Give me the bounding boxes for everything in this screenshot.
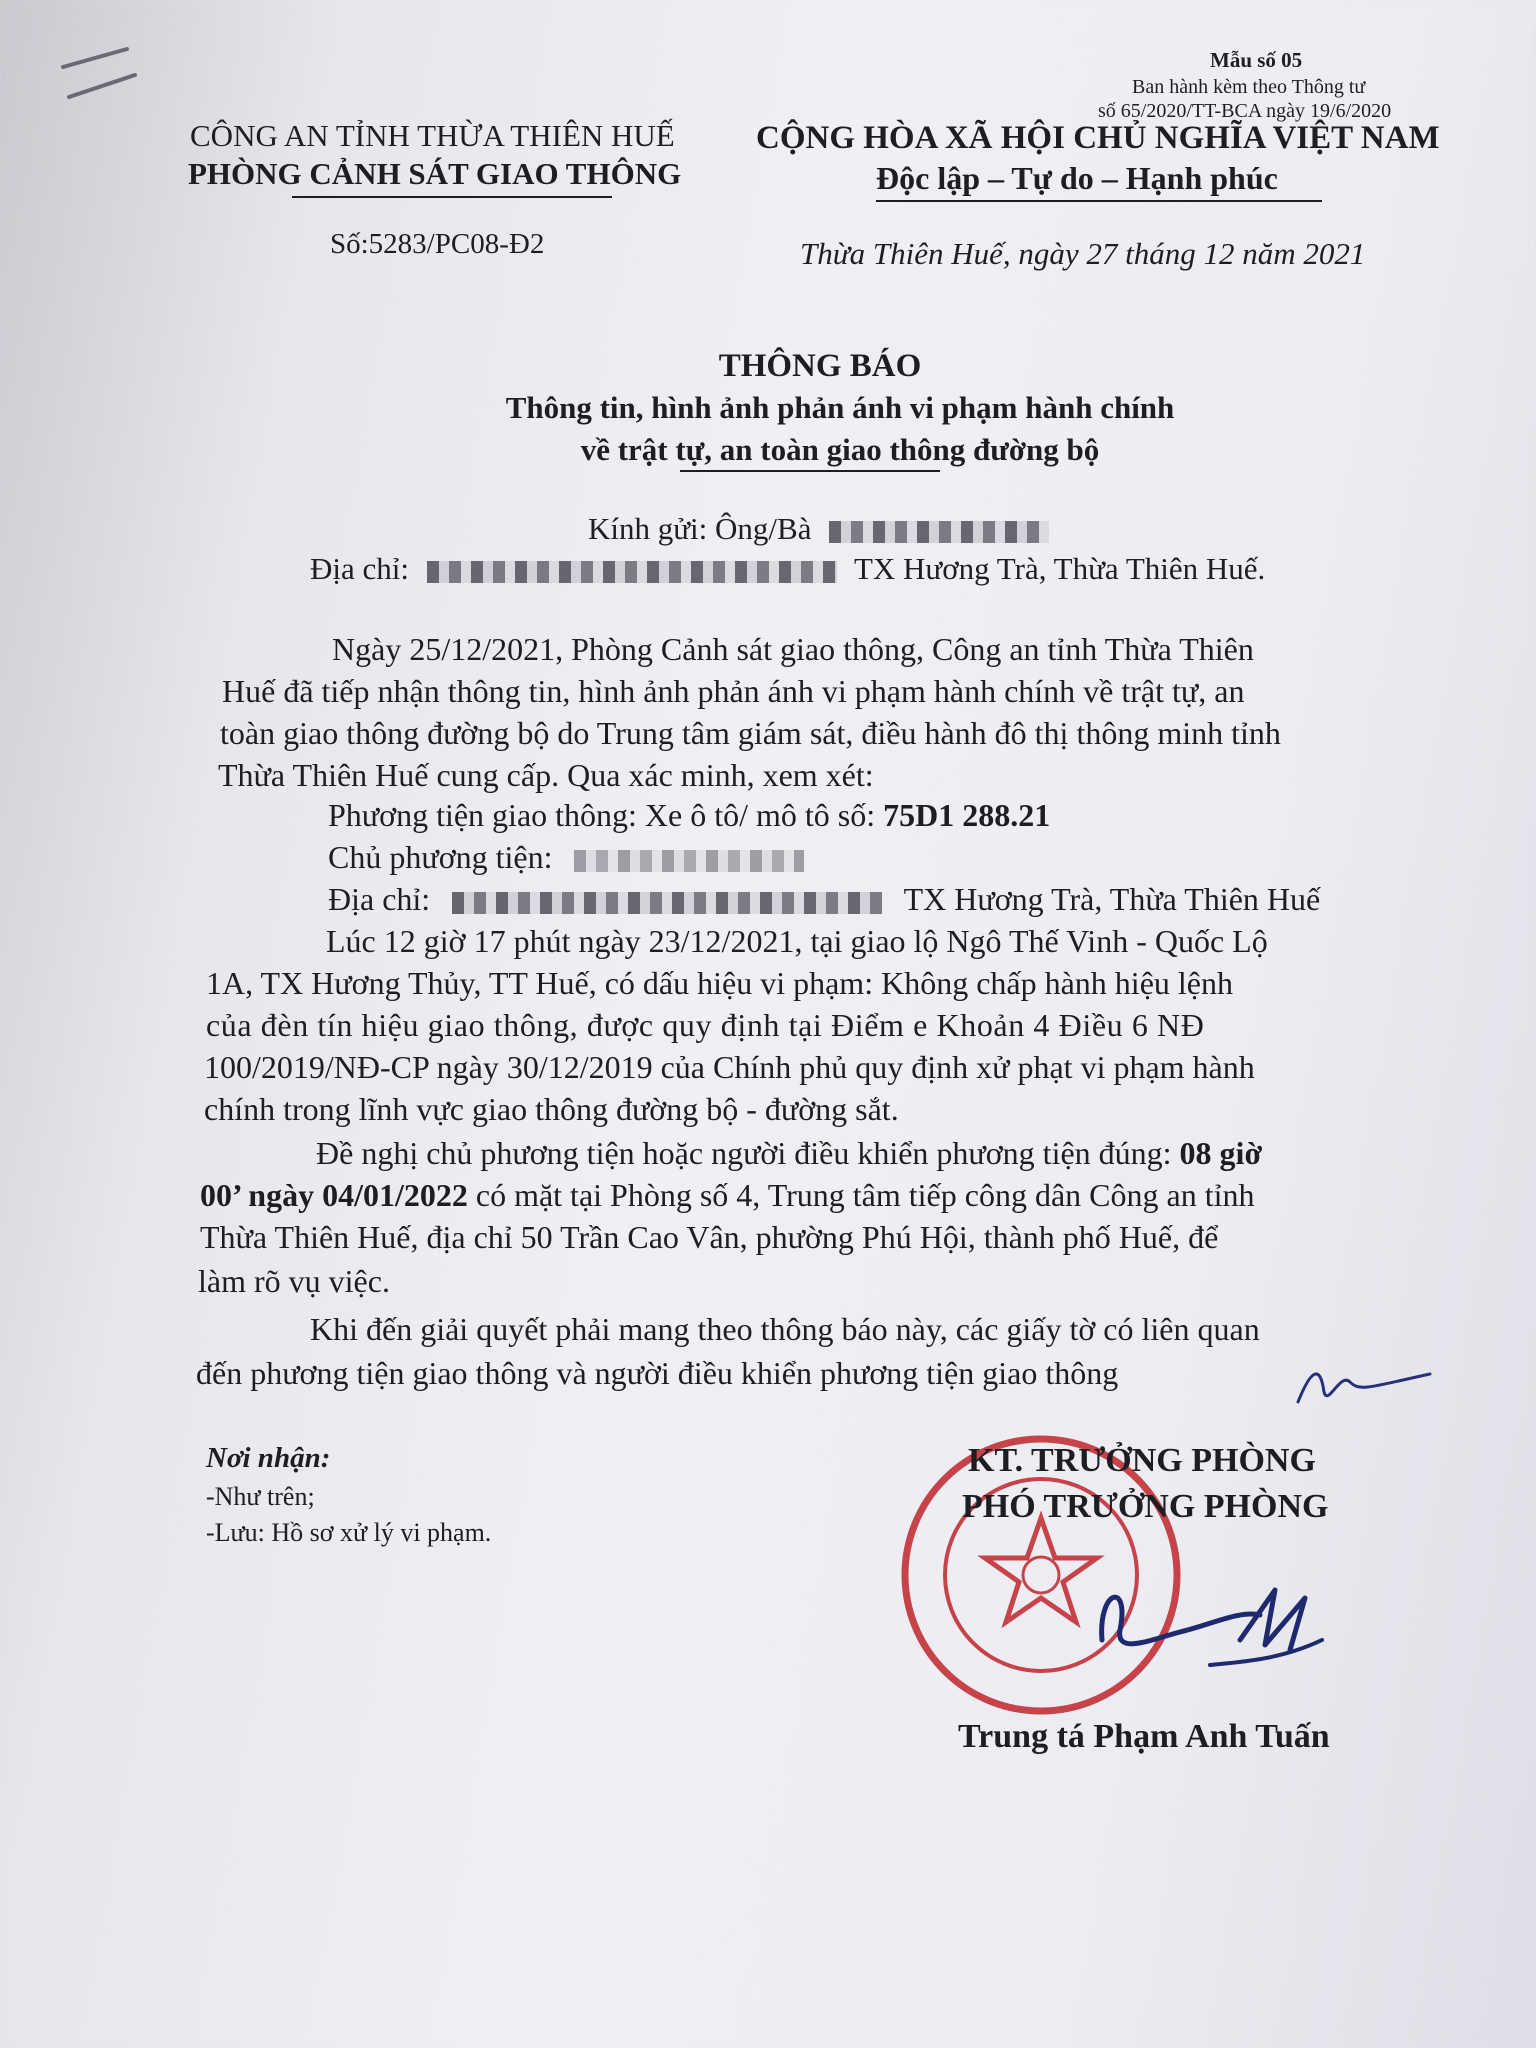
signer-name: Trung tá Phạm Anh Tuấn bbox=[958, 1718, 1330, 1755]
para3-line1-text: Đề nghị chủ phương tiện hoặc người điều khiển phương tiện đúng: bbox=[316, 1135, 1180, 1171]
para3-line3: Thừa Thiên Huế, địa chỉ 50 Trần Cao Vân, phường Phú Hội, thành phố Huế, để bbox=[200, 1219, 1219, 1255]
para1-line4: Thừa Thiên Huế cung cấp. Qua xác minh, xem xét: bbox=[218, 757, 874, 793]
para2-line1: Lúc 12 giờ 17 phút ngày 23/12/2021, tại giao lộ Ngô Thế Vinh - Quốc Lộ bbox=[326, 923, 1268, 959]
recipient-address bbox=[310, 548, 1265, 590]
signature-title-2: PHÓ TRƯỞNG PHÒNG bbox=[962, 1488, 1329, 1525]
redacted-owner-address bbox=[452, 892, 882, 914]
redacted-name bbox=[829, 521, 1049, 543]
country-name: CỘNG HÒA XÃ HỘI CHỦ NGHĨA VIỆT NAM bbox=[756, 120, 1440, 156]
para3-line4: làm rõ vụ việc. bbox=[198, 1263, 390, 1299]
form-number: Mẫu số 05 bbox=[1210, 48, 1303, 72]
form-issued-line2: số 65/2020/TT-BCA ngày 19/6/2020 bbox=[1098, 100, 1392, 122]
title-underline bbox=[680, 470, 940, 472]
vehicle-label: Phương tiện giao thông: Xe ô tô/ mô tô số: bbox=[328, 797, 884, 833]
header-underline-left bbox=[292, 196, 612, 198]
national-motto: Độc lập – Tự do – Hạnh phúc bbox=[876, 160, 1278, 196]
greeting-text: Kính gửi: Ông/Bà bbox=[588, 511, 812, 546]
form-issued-line1: Ban hành kèm theo Thông tư bbox=[1132, 76, 1366, 98]
signature-title-1: KT. TRƯỞNG PHÒNG bbox=[968, 1442, 1316, 1479]
para3-line1 bbox=[316, 1132, 1262, 1174]
para2-line2: 1A, TX Hương Thủy, TT Huế, có dấu hiệu vi phạm: Không chấp hành hiệu lệnh bbox=[206, 965, 1233, 1001]
address-tail: TX Hương Trà, Thừa Thiên Huế. bbox=[853, 551, 1266, 586]
para2-line3: của đèn tín hiệu giao thông, được quy định tại Điểm e Khoản 4 Điều 6 NĐ bbox=[206, 1007, 1205, 1043]
agency-name: CÔNG AN TỈNH THỪA THIÊN HUẾ bbox=[190, 118, 675, 153]
appointment-date: 00’ ngày 04/01/2022 bbox=[200, 1177, 468, 1213]
address-label: Địa chỉ: bbox=[310, 551, 409, 586]
pencil-marks bbox=[55, 45, 145, 105]
para4-line2: đến phương tiện giao thông và người điều khiển phương tiện giao thông bbox=[196, 1355, 1119, 1391]
owner-label: Chủ phương tiện: bbox=[328, 839, 553, 875]
notice-title: THÔNG BÁO bbox=[718, 348, 922, 384]
vehicle-line bbox=[328, 794, 1050, 836]
para2-line5: chính trong lĩnh vực giao thông đường bộ - đường sắt. bbox=[204, 1091, 899, 1127]
para4-line1: Khi đến giải quyết phải mang theo thông báo này, các giấy tờ có liên quan bbox=[310, 1311, 1260, 1347]
owner-address-line bbox=[328, 878, 1320, 920]
recipients-item-2: -Lưu: Hồ sơ xử lý vi phạm. bbox=[206, 1518, 492, 1547]
para3-line2-text: có mặt tại Phòng số 4, Trung tâm tiếp công dân Công an tỉnh bbox=[467, 1177, 1255, 1213]
owner-address-label: Địa chỉ: bbox=[328, 881, 431, 917]
place-date: Thừa Thiên Huế, ngày 27 tháng 12 năm 2021 bbox=[800, 236, 1366, 271]
recipient-greeting bbox=[588, 508, 1049, 550]
recipients-heading: Nơi nhận: bbox=[206, 1442, 331, 1474]
owner-address-tail: TX Hương Trà, Thừa Thiên Huế bbox=[903, 881, 1321, 917]
notice-subtitle-1: Thông tin, hình ảnh phản ánh vi phạm hành chính bbox=[505, 390, 1175, 425]
owner-line bbox=[328, 836, 804, 878]
document-number: Số:5283/PC08-Đ2 bbox=[330, 228, 545, 260]
notice-subtitle-2: về trật tự, an toàn giao thông đường bộ bbox=[580, 432, 1100, 467]
department-name: PHÒNG CẢNH SÁT GIAO THÔNG bbox=[188, 156, 682, 191]
para2-line4: 100/2019/NĐ-CP ngày 30/12/2019 của Chính phủ quy định xử phạt vi phạm hành bbox=[204, 1049, 1255, 1085]
handwritten-signature bbox=[1090, 1570, 1340, 1680]
header-underline-right bbox=[876, 200, 1322, 202]
para1-line3: toàn giao thông đường bộ do Trung tâm giám sát, điều hành đô thị thông minh tỉnh bbox=[220, 715, 1281, 751]
redacted-owner bbox=[574, 850, 804, 872]
redacted-address bbox=[427, 561, 837, 583]
para3-line2 bbox=[200, 1174, 1254, 1216]
initial-mark bbox=[1290, 1352, 1440, 1412]
para1-line1: Ngày 25/12/2021, Phòng Cảnh sát giao thông, Công an tỉnh Thừa Thiên bbox=[332, 631, 1254, 667]
para1-line2: Huế đã tiếp nhận thông tin, hình ảnh phản ánh vi phạm hành chính về trật tự, an bbox=[222, 673, 1245, 709]
vehicle-plate: 75D1 288.21 bbox=[883, 797, 1051, 833]
recipients-item-1: -Như trên; bbox=[206, 1482, 315, 1511]
appointment-hour: 08 giờ bbox=[1179, 1135, 1263, 1171]
